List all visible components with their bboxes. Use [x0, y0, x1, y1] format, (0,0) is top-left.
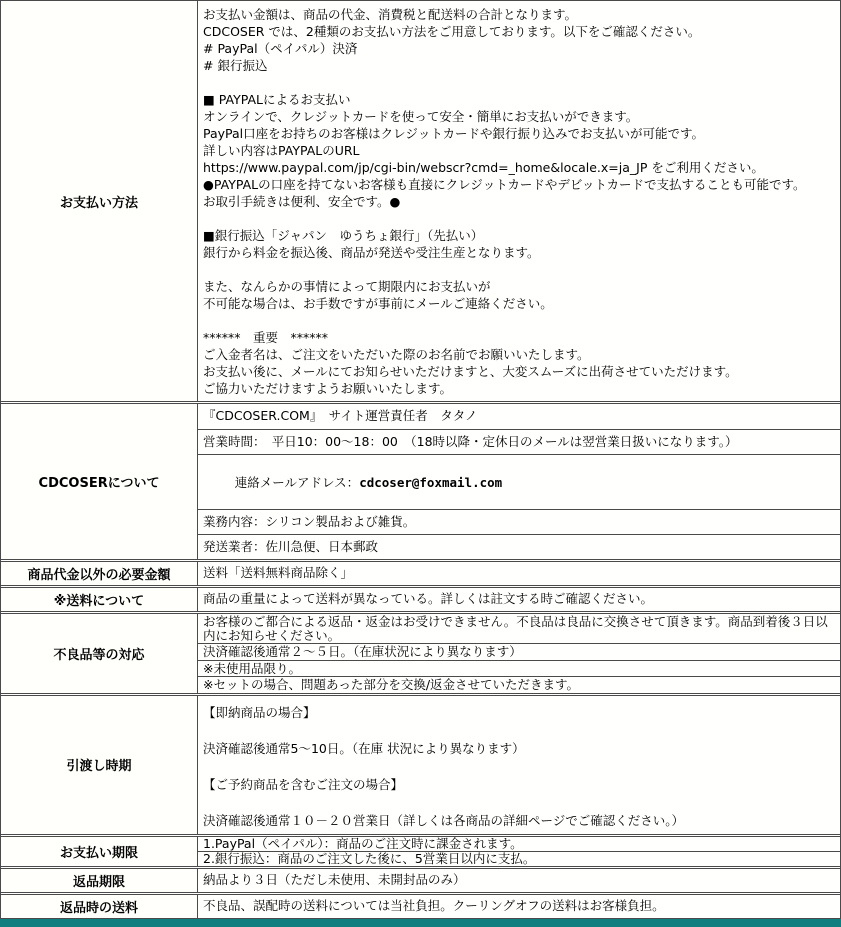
about-business-line: 業務内容：シリコン製品および雑貨。 — [198, 509, 840, 534]
row-label-return-deadline: 返品期限 — [1, 869, 198, 892]
text-line: ●PAYPALの口座を持てないお客様も直接にクレジットカードやデビットカードで支払することも可能です。 — [203, 177, 806, 192]
payment-deadline-subrow: 1.PayPal（ペイパル）：商品のご注文時に課金されます。 — [203, 835, 523, 851]
text-line: 決済確認後通常5～10日。（在庫 状況により異なります） — [203, 740, 525, 756]
text-line: オンラインで、クレジットカードを使って安全・簡単にお支払いができます。 — [203, 109, 639, 124]
contact-email: cdcoser@foxmail.com — [359, 475, 503, 490]
footer-bar — [0, 919, 841, 927]
payment-method-content — [198, 1, 840, 401]
defective-content — [198, 614, 840, 693]
text-line: 【即納商品の場合】 — [203, 704, 316, 720]
about-shipping-line: 発送業者：佐川急便、日本郵政 — [198, 534, 840, 559]
row-return-shipping — [1, 892, 840, 918]
row-extra-fees — [1, 559, 840, 585]
about-hours-line: 営業時間： 平日10：00～18：00 （18時以降・定休日のメールは翌営業日扱いになります。） — [198, 429, 840, 454]
shipping-note-content: 商品の重量によって送料が異なっている。詳しくは註文する時ご確認ください。 — [203, 591, 654, 606]
row-about — [1, 401, 840, 559]
text-line: ****** 重要 ****** — [203, 330, 329, 345]
row-label-defective: 不良品等の対応 — [1, 614, 198, 693]
defective-subrow: ※セットの場合、問題あった部分を交換/返金させていただきます。 — [198, 676, 840, 693]
text-line: ご入金者名は、ご注文をいただいた際のお名前でお願いいたします。 — [203, 347, 590, 362]
payment-deadline-content — [198, 837, 840, 866]
text-line — [203, 722, 835, 740]
defective-subrow: 決済確認後通常２～５日。（在庫状況により異なります） — [198, 643, 840, 660]
text-line: # PayPal（ペイパル）決済 — [203, 41, 358, 56]
text-line: 不可能な場合は、お手数ですが事前にメールご連絡ください。 — [203, 296, 553, 311]
row-payment-deadline — [1, 834, 840, 866]
text-line: ご協力いただけますようお願いいたします。 — [203, 381, 453, 396]
text-line — [203, 210, 835, 227]
defective-subrow: お客様のご都合による返品・返金はお受けできません。不良品は良品に交換させて頂きます。商品到着後３日以内にお知らせください。 — [203, 614, 828, 643]
text-line: お取引手続きは便利、安全です。● — [203, 194, 401, 209]
row-label-return-shipping: 返品時の送料 — [1, 895, 198, 918]
text-line: お支払い金額は、商品の代金、消費税と配送料の合計となります。 — [203, 7, 578, 22]
row-label-shipping-note: ※送料について — [1, 588, 198, 611]
row-return-deadline — [1, 866, 840, 892]
text-line: 【ご予約商品を含むご注文の場合】 — [203, 776, 404, 792]
text-line: 決済確認後通常１０－２０営業日（詳しくは各商品の詳細ページでご確認ください。） — [203, 812, 685, 828]
row-label-about: CDCOSERについて — [1, 404, 198, 559]
text-line: ■銀行振込「ジャパン ゆうちょ銀行」（先払い） — [203, 228, 484, 243]
row-shipping-note — [1, 585, 840, 611]
delivery-time-text — [198, 696, 840, 834]
row-label-extra-fees: 商品代金以外の必要金額 — [1, 562, 198, 585]
about-content — [198, 404, 840, 559]
text-line — [203, 794, 835, 812]
row-label-payment-deadline: お支払い期限 — [1, 837, 198, 866]
text-line — [203, 312, 835, 329]
payment-method-text — [198, 1, 840, 401]
text-line: # 銀行振込 — [203, 58, 268, 73]
return-shipping-content: 不良品、誤配時の送料については当社負担。クーリングオフの送料はお客様負担。 — [203, 897, 665, 913]
about-contact-line — [198, 454, 840, 509]
row-delivery-time — [1, 693, 840, 834]
text-line: また、なんらかの事情によって期限内にお支払いが — [203, 279, 491, 294]
text-line — [203, 261, 835, 278]
row-label-delivery-time: 引渡し時期 — [1, 696, 198, 834]
text-line: ■ PAYPALによるお支払い — [203, 92, 351, 107]
text-line: PayPal口座をお持ちのお客様はクレジットカードや銀行振り込みでお支払いが可能です。 — [203, 126, 704, 141]
text-line — [203, 74, 835, 91]
text-line: CDCOSER では、2種類のお支払い方法をご用意しております。以下をご確認ください。 — [203, 24, 701, 39]
text-line — [203, 758, 835, 776]
text-line: 銀行から料金を振込後、商品が発送や受注生産となります。 — [203, 245, 540, 260]
text-line: お支払い後に、メールにてお知らせいただけますと、大変スムーズに出荷させていただけます。 — [203, 364, 738, 379]
text-line: https://www.paypal.com/jp/cgi-bin/webscr?cmd=_home&locale.x=ja_JP をご利用ください。 — [203, 160, 764, 175]
delivery-time-content — [198, 696, 840, 834]
defective-subrow: ※未使用品限り。 — [198, 660, 840, 677]
row-payment-method — [1, 1, 840, 401]
row-defective — [1, 611, 840, 693]
row-label-payment-method: お支払い方法 — [1, 1, 198, 401]
contact-label: 連絡メールアドレス： — [234, 475, 360, 490]
text-line: 詳しい内容はPAYPALのURL — [203, 143, 360, 158]
payment-deadline-subrow: 2.銀行振込：商品のご注文した後に、5営業日以内に支払。 — [198, 851, 840, 866]
about-site-line: 『CDCOSER.COM』 サイト運営責任者 タタノ — [203, 408, 478, 423]
return-deadline-content: 納品より３日（ただし未使用、未開封品のみ） — [203, 871, 466, 887]
extra-fees-content: 送料「送料無料商品除く」 — [203, 565, 354, 580]
